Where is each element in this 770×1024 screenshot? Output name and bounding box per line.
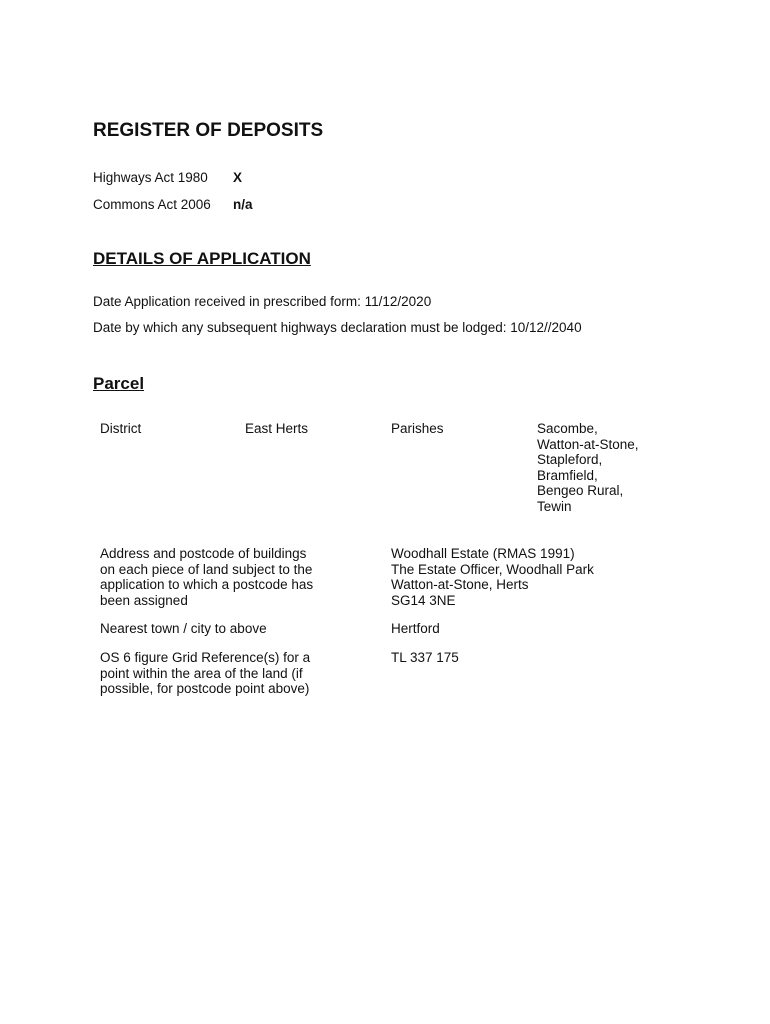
highways-act-value: X (233, 170, 243, 185)
nearest-town-label: Nearest town / city to above (100, 621, 267, 636)
parish-item: Watton-at-Stone, (537, 436, 639, 452)
commons-act-value: n/a (233, 197, 253, 212)
address-label-line: been assigned (100, 592, 188, 608)
address-value-line: Woodhall Estate (RMAS 1991) (391, 546, 575, 561)
parish-item: Bengeo Rural, (537, 483, 624, 498)
commons-act-label: Commons Act 2006 (93, 197, 211, 212)
grid-reference-label (100, 650, 310, 697)
parish-item: Sacombe, (537, 421, 598, 436)
address-value (391, 546, 594, 608)
parishes-list (537, 421, 639, 514)
address-value-line: Watton-at-Stone, Herts (391, 577, 529, 592)
address-label-line: Address and postcode of buildings (100, 546, 307, 561)
parish-item: Tewin (537, 498, 572, 514)
parish-item: Stapleford, (537, 452, 603, 467)
district-value: East Herts (245, 421, 309, 436)
highways-act-label: Highways Act 1980 (93, 170, 208, 185)
address-label (100, 546, 313, 608)
grid-reference-label-line: OS 6 figure Grid Reference(s) for a (100, 650, 311, 665)
parishes-label: Parishes (391, 421, 444, 436)
address-value-line: The Estate Officer, Woodhall Park (391, 561, 594, 577)
grid-reference-label-line: possible, for postcode point above) (100, 681, 310, 696)
nearest-town-value: Hertford (391, 621, 440, 636)
district-label: District (100, 421, 142, 436)
date-received: Date Application received in prescribed form: 11/12/2020 (93, 294, 432, 309)
parish-item: Bramfield, (537, 467, 598, 483)
grid-reference-value: TL 337 175 (391, 650, 459, 665)
date-lodged: Date by which any subsequent highways declaration must be lodged: 10/12//2040 (93, 320, 582, 335)
address-label-line: application to which a postcode has (100, 577, 314, 592)
details-heading: DETAILS OF APPLICATION (93, 249, 311, 268)
document-title: REGISTER OF DEPOSITS (93, 120, 324, 141)
grid-reference-label-line: point within the area of the land (if (100, 665, 303, 681)
address-value-line: SG14 3NE (391, 592, 456, 608)
address-label-line: on each piece of land subject to the (100, 561, 313, 577)
parcel-heading: Parcel (93, 374, 145, 393)
